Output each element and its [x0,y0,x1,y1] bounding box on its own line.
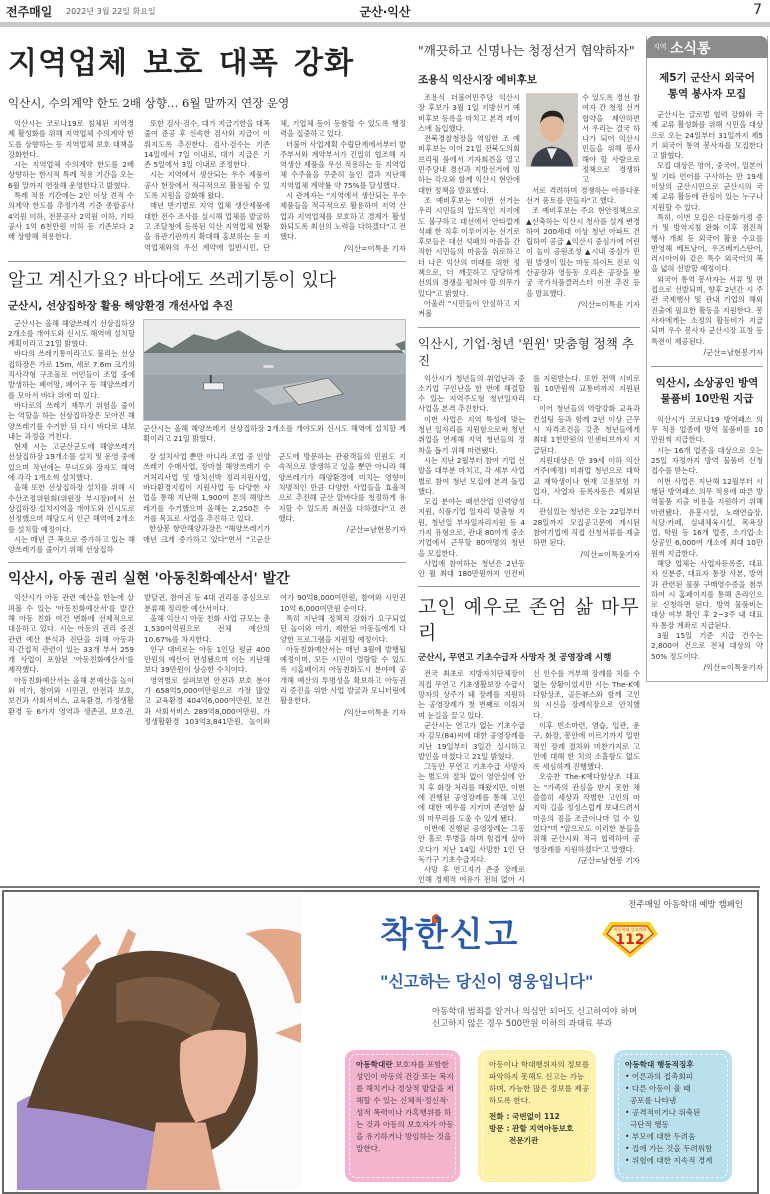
paragraph: 특례 적용 기간에는 2인 이상 견적 수의계약 한도를 추정가격 기준 종합공사 4억원 이하, 전문공사 2억원 이하, 기타공사 1억 6천만원 이하 등 기존보다 2배 상향해 적용한다. [8,191,134,242]
card-title: 아동학대란 [356,1059,393,1069]
sidebar-label-small: 지역 [653,43,667,51]
paragraph: 시는 16개 업종을 대상으로 오는 25일 자정까지 방역 물품비 신청 접수를 받는다. [651,445,763,476]
paragraph-list [8,319,135,556]
article-election [418,93,640,320]
divider [8,562,406,563]
byline: /군산=남현봉기자 [346,525,406,535]
badge-number: 112 [615,931,645,948]
paragraph: 서로 격려하며 경쟁하는 아름다운 선거 풍토를 만들자"고 했다. [526,185,640,205]
paragraph: 이후 빈소마련, 염습, 입관, 운구, 화장, 봉안에 이르기까지 일반적인 장례 절차와 마찬가지로 고인에 대해 한 치의 소홀함도 없도록 세심하게 진행했다. [533,720,640,772]
headline-local-business: 지역업체 보호 대폭 강화 [8,46,355,81]
middle-column [418,36,640,886]
sea-collection-barge-photo [143,319,406,421]
paragraph: 사망 후 연고자가 존중 장례로 인해 경제적 여유가 전혀 없어 시신 인수를 거부해 장례를 치를 수 없는 상황이었지만 시는 The-K예다함상조, 골든뷰스와 함께 고인의 시신을 장례식장으로 안치했다. [418,669,640,885]
list-item: • 집에 가는 것을 두려워함 [625,1143,713,1153]
paragraph: 모집 분야는 패션산업 인력양성지원, 식품기업 일자리 맞춤형 지원, 청년일 부자일자리지원 등 4가지 유형으로, 관내 80여개 중소기업에서 근무할 80여명의 청년을 모집한다. [418,497,525,558]
card-title: 아동학대 행동적징후 [625,1059,694,1069]
paragraph: 시는 지역업체 수의계약 한도를 2배 상향하는 한시적 특례 적용 기간을 오는 6월 말까지 연장해 운영한다고 밝혔다. [8,160,134,190]
paragraph: 특히 지난해 정책적 강화가 요구되었던 놀이와 여가, 제한된 아동들에게 다양한 프로그램을 지원할 예정이다. [280,613,406,644]
paragraph: 해당 업체는 사업자등록증, 대표자 신분증, 대표자 통장 사본, 방역과 관련된 물품 구매영수증을 첨부하여 시 홈페이지를 통해 온라인으로 신청하면 된다. 방역 물품비는 대상 여부 확인 후 2~3주 내 대표자 통장 계좌로 지급된다. [651,558,763,630]
article-election-left [418,93,520,320]
byline: /익산=이특윤 기자 [344,243,406,253]
card-text: 보호자를 포함한 성인이 아동의 건강 또는 복지를 해치거나 정상적 발달을 저해할 수 있는 신체적·정신적·성적 폭력이나 가혹행위를 하는 것과 아동의 보호자가 아동을 유기하거나 방임하는 것을 말한다. [356,1059,454,1153]
campaign-logo: 착한신고 [380,914,520,955]
paragraph: 지원대상은 만 39세 이하 익산 거주(예정) 미취업 청년으로 대학교 재학생이나 현재 고용보험 가입자, 사업자 등록자등은 제외된다. [533,455,640,507]
badge-caption: 아동학대 신고전화 [613,926,647,932]
paragraph: 조 예비후보는 "이번 선거는 우리 시민들의 압도적인 지지에도 불구하고 대선에서 안타깝게 석패 한 직후 이루어지는 선거로 후보들은 대선 석패의 아픔을 간직한 시민들의 마음을 위로하고 더 나은 익산의 미래를 위한 정책으로, 더 깨끗하고 당당하게 선의의 경쟁을 펼쳐야 할 의무가 있다"고 밝혔다. [418,195,520,298]
divider [8,261,406,262]
newspaper-name: 전주매일 [6,5,53,19]
sidebar-item-title: 통역 봉사자 모집 [667,88,747,100]
child-abuse-campaign-ad [2,890,759,1194]
list-item: 극단적 행동 [625,1119,669,1129]
issue-date: 2022년 3월 22일 화요일 [66,7,156,16]
article-election-right-col [526,93,640,310]
page-number: 7 [753,2,762,18]
list-item: • 공격적이거나 위축된 [625,1107,701,1117]
divider [418,327,640,328]
list-item: • 부모에 대한 두려움 [625,1131,696,1141]
paragraph: 익산시가 코로나19 방역패스 의무 적용 업종에 방역 물품비를 10만원씩 지급한다. [651,414,763,445]
paragraph: 익산시가 청년들의 취업난과 중소기업 구인난을 한 번에 해결할 수 있는 지역주도형 청년일자리 사업을 본격 추진한다. [418,373,525,414]
paragraph: 외국어 통역 봉사자는 서류 및 면접으로 선발되며, 향후 2년간 시 주관 국제행사 및 관내 기업의 해외 진출에 필요한 활동을 지원한다. 봉사자에게는 소정의 활동비가 지급되며 우수 봉사자 군산시장 표창 등 특전이 제공된다. [651,274,763,346]
byline: /익산=이특윤 기자 [578,299,640,309]
sidebar-header [646,36,768,58]
paragraph-list [651,415,763,662]
report-visit: 전문기관 [509,1135,539,1145]
headline-sea-garbage: 알고 계신가요? 바다에도 쓰레기통이 있다 [8,269,337,291]
paragraph: 시 관계자는 "지역에서 생산되는 우수 제품들을 적극적으로 활용하여 지역 산업과 지역업체를 보호하고 경제가 활성화되도록 최선의 노력을 다하겠다"고 전했다. [280,191,406,242]
byline: /익산=이특윤기자 [580,549,640,559]
paragraph-list [8,119,406,254]
paragraph: 이번에 진행된 공영장례는 그동안 홀로 투병을 하며 힘겹게 살아 오다가 지난 14일 사망한 1인 단독가구 기초수급자다. [418,823,525,864]
article-election-right-top: 수 있도록 경선 참여자 간 청정 선거 협약을 제안하면서 우리는 결국 하나가 되어 익산시민들을 위해 봉사해야 할 사람으로 정책으로 경쟁하고 [582,93,640,185]
article-child-budget-body [8,593,406,727]
sidebar-item-title: 익산시, 소상공인 방역 [655,376,759,389]
article-sea-garbage-first-col [8,319,135,556]
paragraph: 이번 사업은 지난해 12월부터 시행된 방역패스 의무 적용에 따른 방역물품 지출 비용을 지원하기 위해 마련됐다. 유흥시설, 노래연습장, 식당·카페, 실내체육시설, 목욕장업, 학원 등 16개 업종, 소기업·소상공인 6,000여 개소에 최대 10만 원씩 지급한다. [651,476,763,558]
headline-youth-jobs: 익산시, 기업·청년 '윈윈' 맞춤형 정책 추진 [418,335,634,368]
list-item: • 다른 아동이 울 때 [625,1083,691,1093]
article-youth-jobs-body [418,374,640,580]
sidebar-item-title: 제5기 군산시 외국어 [659,72,755,84]
divider [418,586,640,587]
notice-line: 신고하지 않은 경우 500만원 이하의 과태료 부과 [432,1018,613,1029]
headline-election: "깨끗하고 신명나는 청정선거 협약하자" [418,43,635,58]
paragraph: 아울러 "시민들이 안심하고 지켜볼 [418,298,520,319]
masthead-divider [0,22,770,27]
report-visit: 방문 : 관할 지역아동보호 [489,1123,574,1133]
paragraph: 바다로의 쓰레기 재투기 위험을 줄이는 역할을 하는 선상집하장은 모아진 해양쓰레기를 수거한 뒤 다시 바다로 내보내는 과정을 거친다. [8,400,135,441]
report-phone: 전화 : 국번없이 112 [489,1111,560,1121]
ad-divider [0,886,760,888]
paragraph: 바다의 쓰레기통이라고도 불리는 선상집하장은 가로 15m, 세로 7.6m 크기의 직사각형 구조물로 어민들이 조업 중에 발생하는 폐어망, 폐어구 등 해양쓰레기를 모아서 바다 위에 떠 있다. [8,349,135,400]
paragraph: 장 설치사업 뿐만 아니라 조업 중 인양쓰레기 수매사업, 장마철 해양쓰레기 수거처리사업 및 방치선박 정리지원사업, 바다환경지킴이 지원사업 등 다양한 사업을 통해 지난해 1,900여 톤의 해양쓰레기를 수거했으며 올해는 2,250톤 수거를 목표로 사업을 추진하고 있다. [143,452,271,523]
paragraph-list [651,110,763,347]
police-112-badge [602,920,658,958]
subhead-public-funeral: 군산시, 무연고 기초수급자 사망자 첫 공영장례 시행 [418,653,612,664]
paragraph: 올해 또한 선상집하장 설치를 위해 시 수산조정위원회(위원장 부시장)에서 선상집하장 설치지역을 개야도와 신시도로 선정했으며 해당도서 인근 해역에 2개소를 설치할 예정이다. [8,483,135,534]
paragraph: 군산시는 글로벌 협력 강화와 국제 교류 활성화를 위해 시민을 대상으로 오는 24일부터 31일까지 제5기 외국어 통역 봉사자를 모집한다고 밝혔다. [651,110,763,161]
section-title: 군산·익산 [359,5,411,19]
paragraph: 인구 대비로는 아동 1인당 평균 400만원의 예산이 편성됐으며 이는 지난해보다 39만원이 상승한 수치이다. [144,644,270,675]
left-column [8,36,406,727]
paragraph: 한상봉 항만해양과장은 "해양쓰레기가 매년 크게 증가하고 있다"면서 "고군산군도에 방문하는 관광객들의 민원도 지속적으로 발생하고 있을 뿐만 아니라 해양쓰레기가 해양환경에 미치는 영향이 치명적인 만큼 다양한 사업들을 효율적으로 추진해 군산 앞바다를 청정하게 유지할 수 있도록 최선을 다하겠다"고 전했다. [143,452,406,544]
headline-public-funeral: 고인 예우로 존엄 삶 마무리 [418,596,640,645]
paragraph: 모집 대상은 영어, 중국어, 일본어 및 기타 언어를 구사하는 만 19세 이상의 군산시민으로 군산시의 국제 교류 활동에 관심이 있는 누구나 지원할 수 있다. [651,161,763,212]
sidebar-news-box [646,36,768,682]
paragraph: 아동친화예산서는 매년 3월에 발행될 예정이며, 모든 시민이 열람할 수 있도록 시홈페이지 아동친화도시 분야에 공개해 예산의 투명성을 확보하고 아동권리 증진을 위한 사업 발굴과 모니터링에 활용한다. [280,644,406,706]
subhead-local-business: 익산시, 수의계약 한도 2배 상향… 6월 말까지 연장 운영 [8,96,290,110]
list-item: 공포를 나타냄 [625,1095,677,1105]
campaign-slogan: "신고하는 당신이 영웅입니다" [380,971,594,991]
paragraph: 또한 검사·검수, 대가 지급기한을 대폭 줄여 준공 후 신속한 검사와 지급이 이뤄지도록 추진한다. 검사·검수는 기존 14일에서 7일 이내로, 대가 지급은 기존 5일에서 3일 이내로 조정한다. [144,119,270,170]
byline: /익산=이특윤기자 [703,662,763,672]
byline: /익산=이특윤 기자 [344,707,406,717]
distressed-woman-photo [6,894,302,1190]
paragraph: 군산시는 연고가 없는 기초수급자 김모(84)씨에 대한 공영장례를 지난 19일부터 3일간 실시하고 발인을 마쳤다고 21일 밝혔다. [418,720,525,761]
article-sea-garbage-body [143,452,406,545]
photo-caption: 군산시는 올해 해양쓰레기 선상집하장 2개소를 개야도와 신시도 해역에 설치할 계획이라고 21일 밝혔다. [143,423,406,443]
headline-child-budget: 익산시, 아동 권리 실현 '아동친화예산서' 발간 [8,571,290,588]
paragraph: 익산시는 코로나19로 침체된 지역경제 활성화를 위해 지역업체 수의계약 한도를 상향하는 등 지역업체 보호 대책을 강화한다. [8,119,134,159]
paragraph: 3월 15일 기준 지급 건수는 2,800여 건으로 전체 대상의 약 50% 정도이다. [651,631,763,661]
paragraph: 더불어 사업계획 수립단계에서부터 발주부서와 계약부서가 긴밀히 협조해 지역생산 제품을 우선 적용하는 등 지역업체 수주율을 꾸준히 높인 결과 지난해 지역업체 계약률 약 75%를 달성했다. [280,139,406,190]
sidebar-item-quarantine [647,367,767,673]
paragraph: 시는 지난 2월부터 참여 기업 선발을 대부분 마치고, 각 세부 사업별로 참여 청년 모집에 본격 돌입했다. [418,455,525,496]
notice-line: 아동학대 범죄를 알거나 의심만 되어도 신고하여야 하며 [432,1006,638,1017]
article-public-funeral-body [418,669,640,885]
paragraph: 매년 반기별로 지역 업체 생산제품에 대한 전수 조사를 실시해 업체를 발굴하고 조달청에 등록된 익산 지역업체 현황을 유관기관까지 확대해 홍보하는 등 지역업체와의 우선 계약에 일반시민, 단체, 기업체 등이 동참할 수 있도록 행정력을 집중하고 있다. [144,119,406,252]
card-behavior-signs [614,1050,732,1182]
article-sea-garbage-right [143,319,406,545]
paragraph-list [526,186,640,299]
paragraph: 시는 지역에서 생산되는 우수 제품이 공사 현장에서 적극적으로 활용될 수 있도록 지원을 강화해 왔다. [144,170,270,201]
paragraph-list [418,93,520,320]
article-election-right [526,186,640,310]
campaign-notice [432,1006,637,1030]
list-item: • 위험에 대한 지속적 경계 [625,1155,713,1165]
byline: /군산=남현봉기자 [703,347,763,357]
paragraph: 조용식 더불어민주당 익산시장 후보가 3월 1일 지방선거 예비후보 등록을 마치고 본격 레이스에 돌입했다. [418,93,520,133]
sidebar-label-big: 소식통 [670,41,711,57]
paragraph: 현재 시는 고군산군도에 해양쓰레기 선상집하장 19개소를 설치 및 운영 중에 있으며 작년에는 무녀도와 장자도 해역에 각각 1개소씩 설치했다. [8,442,135,483]
article-local-business-body [8,119,406,254]
sidebar-item-interpreters [647,58,767,358]
paragraph-list [418,669,640,885]
paragraph: 이어 청년들의 역량강화 교육과 컨설팅 등과 함께 2년 이상 근무시 자격조건을 갖춘 청년들에게 최대 1천만원의 인센티브까지 지급된다. [533,404,640,455]
paragraph: 사업에 참여하는 청년은 2년동안 월 최대 180만원까지 인건비를 지원받는다. 또한 전액 시비로 월 10만원씩 교통비까지 지원된다. [418,373,640,579]
paragraph: 관심있는 청년은 오는 22일부터 28일까지 모집공고문에 게시된 참여기업에 직접 신청서류를 제출하면 된다. [533,507,640,548]
campaign-label: 전주매일 아동학대 예방 캠페인 [628,899,743,910]
paragraph: 영역별로 살펴보면 안전과 보호 분야가 658억5,000여만원으로 가장 많았고 교육환경 404억6,000여만원, 보건과 사회서비스 289억8,000여만원, 가정생활환경 103억3,841만원, 놀이와 여가 90억8,000여만원, 참여와 시민권 10억 6,000여만원 순이다. [144,593,406,726]
card-text: 아동이나 학대행위자의 정보를 파악하지 못해도 신고는 가능하며, 가능한 많은 정보를 제공하도록 한다. [489,1059,590,1105]
paragraph: 익산시가 아동 관련 예산을 한눈에 살펴볼 수 있는 '아동친화예산서'를 발간해 아동 친화 여건 변화에 선제적으로 대응하고 있다. 시는 아동의 권리 증진 관련 예산 분석과 진단을 위해 아동과 직·간접적 관련이 있는 33개 부서 259개 사업이 포함된 '아동친화예산서'를 제작했다. [8,593,134,675]
card-definition [345,1050,460,1182]
paragraph: 이번 사업은 지역 특성에 맞는 청년 일자리를 지원함으로써 청년취업을 연계해 지역 청년들의 정착을 돕기 위해 마련됐다. [418,414,525,455]
paragraph: 군산시는 올해 해양쓰레기 선상집하장 2개소를 개야도와 신시도 해역에 설치할 계획이라고 21일 밝혔다. [8,318,135,349]
card-report-info [478,1050,596,1182]
list-item: • 어른과의 접촉회피 [625,1071,693,1081]
paragraph: 시는 매년 큰 폭으로 증가하고 있는 해양쓰레기를 줄이기 위해 선상집하 [8,534,135,555]
paragraph: 특히, 이번 모집은 다문화가정 증가 및 방역지침 완화 이후 점진적 행사 개최 등 외국어 활용 수요를 반영해 베트남어, 우즈베키스탄어, 러시아어와 같은 특수 외국어의 폭을 넓혀 선발할 예정이다. [651,212,763,274]
byline: /군산=남현봉 기자 [578,855,640,865]
paragraph: 아동친화예산서는 올해 본예산을 놀이와 여가, 참여와 시민권, 안전과 보호, 보건과 사회서비스, 교육환경, 가정생활환경 등 6가지 영역과 생존권, 보호권, 발달권, 참여권 등 4대 권리를 중심으로 분류해 정리한 예산서이다. [8,593,270,716]
subhead-sea-garbage: 군산시, 선상집하장 활용 해양환경 개선사업 추진 [8,299,234,312]
paragraph: 오승찬 The-K예다함상조 대표는 "가족의 관심을 받지 못한 채 쓸쓸히 세상과 작별한 고인의 마지막 길을 정성스럽게 보내드려서 마음의 짐을 조금이나마 덜 수 있었다"며 "앞으로도 이러한 분들을 위해 군산시와 적극 협력하여 공영장례를 지원하겠다"고 말했다. [533,772,640,854]
subhead-election: 조용식 익산시장 예비후보 [418,74,537,86]
candidate-photo [526,93,578,167]
paragraph: 전북경찰청장을 역임한 조 예비후보는 이어 21일 전북도의회 브리핑 룸에서 기자회견을 열고 민주당내 경선과 지방선거에 임하는 각오와 함께 익산시 현안에 대한 정책을 발표했다. [418,134,520,195]
paragraph-list [625,1071,726,1167]
paragraph: 올해 익산시 아동 친화 사업 규모는 총 1,530여억원으로 전체 예산의 10.67%를 차지한다. [144,613,270,644]
article-sea-garbage [8,319,406,556]
paragraph: 그동안 무연고 기초수급 사망자는 별도의 절차 없이 영안실에 안치 후 화장 처리를 해왔지만, 이번에 진행된 공영장례를 통해 고인에 대한 예우를 지키며 존엄한 삶의 마무리를 도울 수 있게 됐다. [418,762,525,823]
sidebar-item-title: 물품비 10만원 지급 [660,392,754,405]
paragraph: 전국 최초로 지방자치단체장이 직접 무연고 기초생활보장 수급사망자의 상주가 돼 장례를 지원하는 공영장례가 첫 번째로 이뤄지며 눈길을 끌고 있다. [418,669,525,720]
paragraph: 조 예비후보는 주요 현안정책으로 ▲신축하는 익산시 청사를 설계 변경하여 200세대 이상 청년 아파트 건립하여 공급 ▲익산시 중심가에 어린이 놀이 공원조성 ▲시내 중심가 민원 발생이 있는 마동 하이트 진로 익산공장과 영등동 오리온 공장을 왕궁 국가식품클러스터 이전 추진 등을 발표했다. [526,206,640,298]
